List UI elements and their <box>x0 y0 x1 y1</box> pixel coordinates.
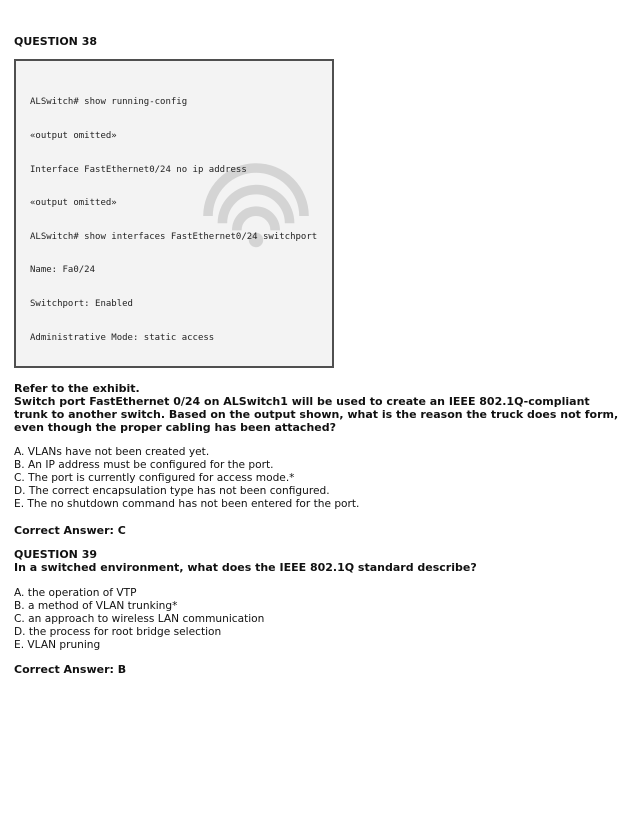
question-39-correct-answer: Correct Answer: B <box>14 663 127 676</box>
option-a: A. the operation of VTP <box>14 587 137 599</box>
option-d: D. The correct encapsulation type has not been configured. <box>14 485 330 497</box>
option-e: E. VLAN pruning <box>14 639 101 651</box>
exhibit-line: ALSwitch# show interfaces FastEthernet0/24 switchport <box>30 231 318 242</box>
option-c: C. The port is currently configured for access mode.* <box>14 472 295 484</box>
exhibit-line: Administrative Mode: static access <box>30 332 215 343</box>
question-38-title: QUESTION 38 <box>14 35 98 48</box>
question-38-options <box>14 446 619 511</box>
exhibit-text <box>30 75 317 368</box>
exhibit-line: «output omitted» <box>30 131 117 142</box>
question-38-correct-answer: Correct Answer: C <box>14 524 126 537</box>
exhibit-line: «output omitted» <box>30 198 117 209</box>
exhibit-line <box>30 366 317 368</box>
option-a: A. VLANs have not been created yet. <box>14 446 210 458</box>
question-39-options <box>14 587 619 652</box>
question-38-prompt <box>14 382 619 434</box>
option-c: C. an approach to wireless LAN communication <box>14 613 265 625</box>
option-b: B. a method of VLAN trunking* <box>14 600 178 612</box>
option-d: D. the process for root bridge selection <box>14 626 222 638</box>
question-39-prompt: In a switched environment, what does the IEEE 802.1Q standard describe? <box>14 561 477 574</box>
question-39-title: QUESTION 39 <box>14 548 98 561</box>
option-b: B. An IP address must be configured for the port. <box>14 459 274 471</box>
exhibit-line: Interface FastEthernet0/24 no ip address <box>30 164 247 175</box>
exhibit-line: Switchport: Enabled <box>30 299 133 310</box>
question-38-text: Switch port FastEthernet 0/24 on ALSwitch1 will be used to create an IEEE 802.1Q-compliant trunk to another switch. Based on the output shown, what is the reason the truck does not form, even though the proper cabling has been attached? <box>14 395 619 434</box>
exhibit-reference: Refer to the exhibit. <box>14 382 140 395</box>
option-e: E. The no shutdown command has not been entered for the port. <box>14 498 360 510</box>
exhibit-line: ALSwitch# show running-config <box>30 97 188 108</box>
exhibit-terminal-output <box>14 59 334 368</box>
exhibit-line: Name: Fa0/24 <box>30 265 96 276</box>
